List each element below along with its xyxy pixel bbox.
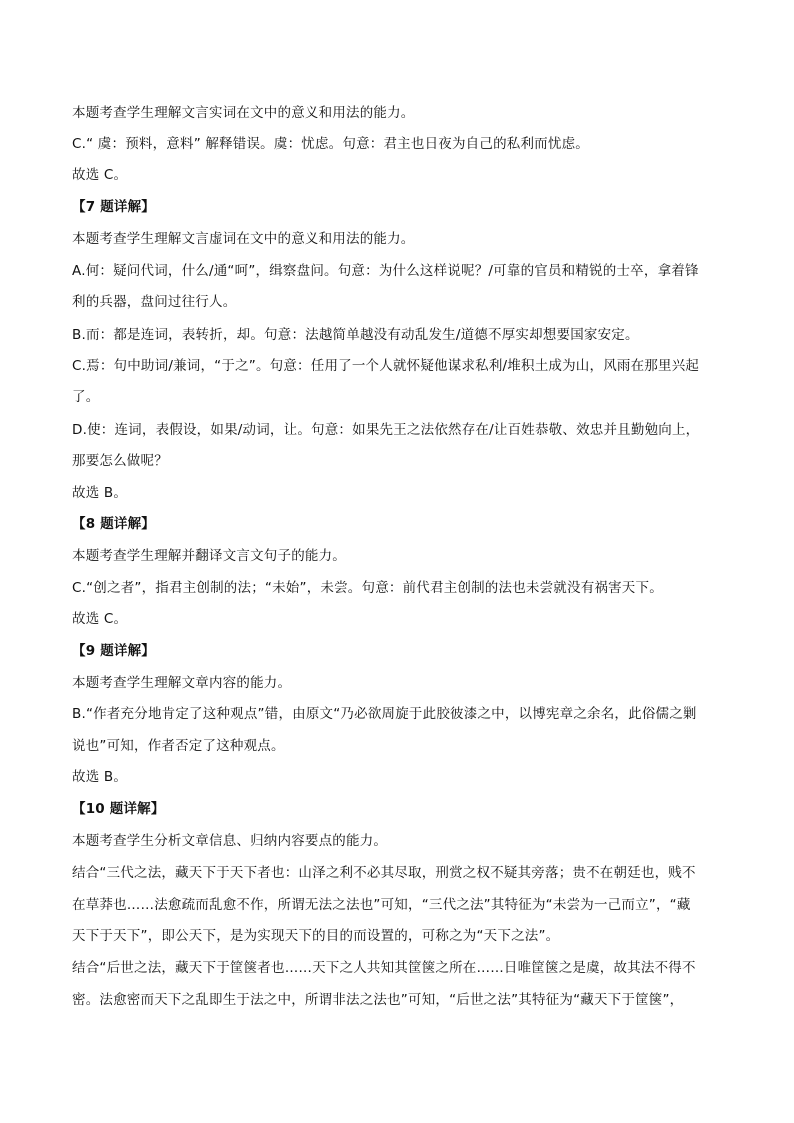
text-line: 故选 B。 <box>72 485 128 501</box>
text-line: D.使：连词，表假设，如果/动词，让。句意：如果先王之法依然存在/让百姓恭敬、效忠并且勤勉向上， <box>72 422 700 438</box>
text-line: B.而：都是连词，表转折，却。句意：法越简单越没有动乱发生/道德不厚实却想要国家安定。 <box>72 327 639 343</box>
text-line: C.“创之者”，指君主创制的法；“未始”，未尝。句意：前代君主创制的法也未尝就没有祸害天下。 <box>72 580 663 596</box>
text-line: 天下于天下”，即公天下，是为实现天下的目的而设置的，可称之为“天下之法”。 <box>72 928 560 944</box>
text-line: 故选 B。 <box>72 769 128 785</box>
section-heading: 【7 题详解】 <box>72 199 155 215</box>
text-line: 本题考查学生分析文章信息、归纳内容要点的能力。 <box>72 833 388 849</box>
section-heading: 【8 题详解】 <box>72 516 155 532</box>
text-line: C.焉：句中助词/兼词，“于之”。句意：任用了一个人就怀疑他谋求私利/堆积土成为山，风雨在那里兴起 <box>72 358 700 374</box>
text-line: 密。法愈密而天下之乱即生于法之中，所谓非法之法也”可知，“后世之法”其特征为“藏天下于筐箧”， <box>72 992 684 1008</box>
text-line: 本题考查学生理解并翻译文言文句子的能力。 <box>72 548 346 564</box>
text-line: 故选 C。 <box>72 611 128 627</box>
text-line: 本题考查学生理解文言虚词在文中的意义和用法的能力。 <box>72 231 415 247</box>
text-line: 结合“三代之法，藏天下于天下者也：山泽之利不必其尽取，刑赏之权不疑其旁落；贵不在朝廷也，贱不 <box>72 865 696 881</box>
text-line: A.何：疑问代词，什么/通“呵”，缉察盘问。句意：为什么这样说呢？/可靠的官员和精锐的士卒，拿着锋 <box>72 263 699 279</box>
text-line: 利的兵器，盘问过往行人。 <box>72 294 237 310</box>
text-line: 故选 C。 <box>72 167 128 183</box>
text-line: 那要怎么做呢？ <box>72 453 168 469</box>
section-heading: 【10 题详解】 <box>72 801 165 817</box>
text-line: 说也”可知，作者否定了这种观点。 <box>72 738 285 754</box>
text-line: 结合“后世之法，藏天下于筐箧者也……天下之人共知其筐箧之所在……日唯筐箧之是虞，故其法不得不 <box>72 960 696 976</box>
text-line: C.“ 虞：预料，意料” 解释错误。虞：忧虑。句意：君主也日夜为自己的私利而忧虑。 <box>72 136 589 152</box>
text-line: 在草莽也……法愈疏而乱愈不作，所谓无法之法也”可知，“三代之法”其特征为“未尝为一己而立”，“藏 <box>72 897 691 913</box>
section-heading: 【9 题详解】 <box>72 643 155 659</box>
text-line: 本题考查学生理解文言实词在文中的意义和用法的能力。 <box>72 105 415 121</box>
text-line: 本题考查学生理解文章内容的能力。 <box>72 675 292 691</box>
text-line: 了。 <box>72 389 100 405</box>
text-line: B.“作者充分地肯定了这种观点”错，由原文“乃必欲周旋于此胶彼漆之中，以博宪章之余名，此俗儒之剿 <box>72 706 697 722</box>
